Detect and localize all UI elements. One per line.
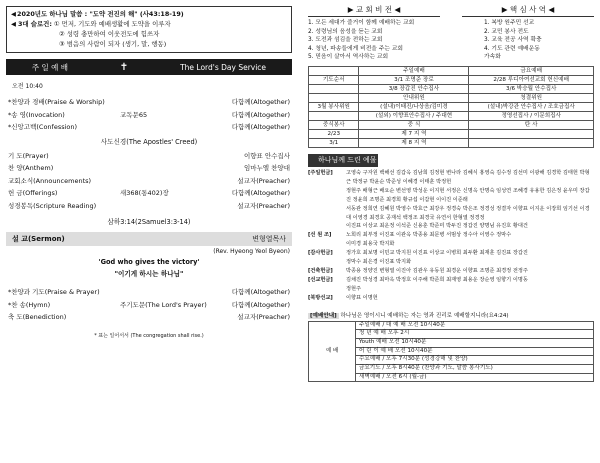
table-cell: 3/1 — [309, 138, 359, 147]
vision-headings — [308, 4, 594, 17]
table-cell — [309, 66, 359, 75]
sermon-label: 설 교(Sermon) — [12, 235, 65, 243]
order-item — [8, 96, 290, 109]
table-row — [309, 129, 594, 138]
sermon-preacher: 변형열목사 — [252, 235, 286, 243]
offering-entry — [308, 294, 594, 303]
offering-names: 정막수 최은경 이진표 박지화 — [346, 259, 412, 266]
duty-table — [308, 66, 594, 148]
service-time: 오전 10:40 — [12, 83, 43, 90]
slogan-row: ◀ 3대 슬로건: ① 먼저, 기도와 예배생활에 도약을 이루자 — [11, 20, 171, 28]
offering-entry — [308, 285, 594, 294]
sermon-title-ko: "이기게 하시는 하나님" — [114, 270, 184, 278]
order-label: *찬 송(Hymn) — [8, 300, 51, 309]
offering-entry — [308, 169, 594, 187]
table-cell — [469, 138, 594, 147]
scripture-ref: 삼하3:14(2Samuel3:3-14) — [107, 218, 191, 226]
order-detail: 주기도문(The Lord's Prayer) — [120, 300, 207, 309]
table-cell: 청결위원 — [469, 93, 594, 102]
table-row — [309, 111, 594, 120]
order-item — [8, 162, 290, 175]
offering-section-title: 하나님께 드린 예물 — [308, 154, 378, 167]
table-cell: 기도순서 — [309, 75, 359, 84]
order-label: 성경봉독(Scripture Reading) — [8, 201, 97, 210]
ministry-list — [478, 19, 594, 62]
order-leader: 다함께(Altogether) — [231, 288, 290, 296]
table-row — [309, 75, 594, 84]
worship-label: 예 배 — [309, 321, 356, 382]
table-cell: 탄 사 — [469, 120, 594, 129]
table-cell: 중식봉사 — [309, 120, 359, 129]
table-cell: 3/8 장갑진 안수집사 — [359, 84, 469, 93]
vision-list — [308, 19, 478, 62]
order-leader: 다함께(Altogether) — [231, 123, 290, 131]
standing-footnote: * 표는 일어서서 (The congregation shall rise.) — [94, 332, 204, 339]
ministry-item: 4. 기도 관련 예배운동 — [484, 45, 540, 52]
offering-names: 김채진 박성경 최마옥 박정호 이주해 박준희 최재영 최용운 장순영 임향기 이명동 — [346, 276, 528, 283]
service-title-ko: 주 일 예 배 — [31, 62, 69, 72]
order-item — [8, 150, 290, 163]
order-item — [8, 175, 290, 188]
table-cell: 안내위원 — [359, 93, 469, 102]
offering-names: 고영숙 구자원 백해선 김갑옥 김남희 김정현 변나라 김혜식 홍영숙 김수정 김선미 이광해 김경학 김태헌 박형근 박정규 박윤순 박준성 이혜경 이태훈 박정헌 — [346, 169, 590, 185]
table-cell: 3/6 박승월 안수집사 — [469, 84, 594, 93]
vision-item: 3. 도전과 섬김을 전하는 교회 — [308, 37, 383, 44]
table-cell: 정영선집사 / 이문희집사 — [469, 111, 594, 120]
table-cell — [469, 129, 594, 138]
table-cell: 금요예배 — [469, 66, 594, 75]
offering-entry — [308, 231, 594, 240]
table-cell: 3월 봉사위원 — [309, 102, 359, 111]
order-item — [8, 286, 290, 299]
table-cell — [309, 111, 359, 120]
vision-lists — [308, 19, 594, 62]
offering-names: 이미경 최용국 박지화 — [346, 241, 395, 248]
offering-names: 서동관 정희연 김혜원 박영수 박효근 최강우 정경숙 박은조 정경성 정결자 이향표 이지운 이장희 임기선 이경대 이영경 최경호 공재석 백정조 최경국 유연서 한형열 정경정 — [346, 205, 590, 221]
right-page — [302, 0, 600, 463]
order-label: 찬 양(Anthem) — [8, 164, 54, 172]
worship-guide-note: [예배안내] 하나님은 영이시니 예배하는 자는 영과 진리로 예배할지니라(요4:24) — [310, 312, 509, 319]
motto-title: ◀2020년도 하나님 말씀 : "도약 전진의 해" (사43:18-19) — [11, 10, 184, 18]
sermon-preacher-en: (Rev. Hyeong Yeol Byeon) — [213, 248, 290, 255]
offering-type — [308, 285, 346, 294]
order-label: 기 도(Prayer) — [8, 151, 49, 160]
offering-list — [308, 169, 594, 303]
order-label: 교회소식(Announcements) — [8, 176, 92, 185]
offering-names: 박종용 정양진 변형열 이진아 김관우 유동원 최경운 이향표 조명준 최경정 전정주 — [346, 267, 528, 274]
ministry-item: 3. 교육 전공 사역 확충 — [484, 37, 542, 44]
order-item — [8, 311, 290, 324]
offering-entry — [308, 258, 594, 267]
order-leader: 다함께(Altogether) — [231, 110, 290, 119]
offering-names: 이진표 이상교 최운정 이석준 신용훈 박준미 박두진 정갑진 양명님 유진호 황대건 — [346, 223, 528, 230]
offering-entry — [308, 249, 594, 258]
offering-type: [북방선교] — [308, 294, 333, 301]
offering-type — [308, 240, 346, 249]
table-cell: (설내)이태진/나상음/김미경 — [359, 102, 469, 111]
slogan-1: ① 먼저, 기도와 예배생활에 도약을 이루자 — [53, 20, 171, 28]
vision-item: 2. 성령님의 음성을 듣는 교회 — [308, 28, 383, 35]
offering-entry — [308, 276, 594, 285]
table-row — [309, 138, 594, 147]
offering-type — [308, 187, 346, 205]
worship-time: 주일예배 / 대 예 배 오전 10시40분 — [356, 321, 594, 330]
worship-time: 금요기도 / 오후 8시40분 (찬양과 기도, 말씀 봉사기도) — [356, 365, 594, 374]
offering-type: [건축헌금] — [308, 267, 333, 274]
order-label: *송 영(Invocation) — [8, 110, 65, 119]
left-page — [0, 0, 298, 463]
table-row — [309, 66, 594, 75]
cross-icon: ✝ — [119, 61, 129, 73]
order-label: *찬양과 기도(Praise & Prayer) — [8, 288, 100, 296]
table-cell: 3/1 조명준 장로 — [359, 75, 469, 84]
service-banner — [6, 59, 292, 75]
worship-time: 수요예배 / 오후 7시30분 (성경강해 및 찬양) — [356, 356, 594, 365]
worship-time: 청 년 예 배 오후 2시 — [356, 330, 594, 339]
offering-names: 정현주 — [346, 285, 362, 292]
order-leader: 다함께(Altogether) — [231, 189, 290, 197]
offering-type: [선 원 조] — [308, 232, 332, 239]
table-cell: 주일예배 — [359, 66, 469, 75]
order-leader: 설교자(Preacher) — [237, 176, 290, 185]
order-detail: 교독문65 — [120, 110, 148, 119]
table-cell: 2/23 — [309, 129, 359, 138]
worship-schedule-table — [308, 321, 594, 383]
table-row — [309, 93, 594, 102]
order-item — [8, 200, 290, 213]
creed-label: 사도신경(The Apostles' Creed) — [100, 137, 198, 146]
order-label: 축 도(Benediction) — [8, 313, 67, 321]
annual-motto-box — [6, 6, 292, 53]
offering-names: 정현주 배형근 배요순 변선영 박성운 이지현 서정은 신명옥 안명숙 임성연 조혜경 유용한 김은정 윤우미 장갑진 정윤희 조명준 최경희 황규섭 이갑현 이이진 이준래 — [346, 187, 590, 203]
order-label: *찬양과 경배(Praise & Worship) — [8, 98, 105, 106]
order-item — [8, 109, 290, 122]
ministry-item: 가속화 — [484, 54, 501, 61]
table-cell: 중 식 — [359, 120, 469, 129]
offering-entry — [308, 187, 594, 205]
order-detail: 새368(통402)장 — [120, 189, 169, 197]
offering-type — [308, 258, 346, 267]
vision-item: 5. 믿음이 살아서 역사하는 교회 — [308, 54, 389, 61]
order-leader: 설교자(Preacher) — [237, 201, 290, 210]
slogan-2: ② 성령 충만하여 이웃전도에 힘쓰자 — [59, 30, 160, 38]
table-row — [309, 84, 594, 93]
order-item — [8, 121, 290, 134]
order-leader: 설교자(Preacher) — [237, 313, 290, 321]
table-cell — [309, 84, 359, 93]
worship-time: 새벽예배 / 오전 6시 (월-금) — [356, 373, 594, 382]
service-title-en: The Lord's Day Service — [180, 62, 267, 72]
ministry-item: 2. 교민 봉사 전도 — [484, 28, 529, 35]
order-item — [8, 299, 290, 312]
order-leader: 이향표 안수집사 — [243, 151, 290, 160]
offering-type — [308, 205, 346, 223]
order-leader: 다함께(Altogether) — [231, 300, 290, 309]
order-label: *신앙고백(Confession) — [8, 123, 78, 131]
table-cell: (설내)박강관 안수집사 / 조호금집사 — [469, 102, 594, 111]
offering-entry — [308, 205, 594, 223]
offering-names: 노희리 최부정 이진표 이관옥 박종용 최문병 서범상 정수아 이영수 정막수 — [346, 232, 512, 239]
order-leader: 임마누엘 찬양대 — [243, 164, 290, 172]
order-leader: 다함께(Altogether) — [231, 98, 290, 106]
offering-entry — [308, 267, 594, 276]
ministry-heading: ▶ 핵 심 사 역 ◀ — [462, 4, 594, 17]
offering-type: [선교헌금] — [308, 276, 333, 283]
slogan-3: ③ 범음의 사람이 되자 (생기, 말, 행동) — [59, 40, 167, 48]
table-cell: 2/28 루디아여선교회 헌신예배 — [469, 75, 594, 84]
ministry-item: 1. 복방 원주민 선교 — [484, 20, 535, 26]
vision-item: 4. 청년, 파송들에게 비전을 주는 교회 — [308, 45, 403, 52]
order-item — [8, 187, 290, 200]
sermon-box — [6, 232, 292, 246]
vision-heading: ▶ 교 회 비 전 ◀ — [308, 4, 440, 17]
offering-type — [308, 222, 346, 231]
offering-type: [주일헌금] — [308, 169, 333, 176]
worship-time: Youth 예배 오전 10시40분 — [356, 338, 594, 347]
table-row — [309, 102, 594, 111]
table-cell: (설외) 이향표안수집사 / 주대현 — [359, 111, 469, 120]
table-cell: 제 8 지 역 — [359, 138, 469, 147]
offering-names: 이향표 이명헌 — [346, 294, 378, 301]
order-label: 헌 금(Offerings) — [8, 189, 58, 197]
sermon-title-en: 'God who gives the victory' — [98, 258, 200, 266]
offering-names: 정가호 최보명 이민교 박지원 이진표 이상교 이병희 최두환 최재훈 김진표 장갑진 — [346, 250, 528, 257]
table-cell: 제 7 지 역 — [359, 129, 469, 138]
offering-entry — [308, 240, 594, 249]
table-row — [309, 120, 594, 129]
table-cell — [309, 93, 359, 102]
offering-type: [감사헌금] — [308, 250, 333, 257]
offering-entry — [308, 222, 594, 231]
vision-item: 1. 모든 세대가 즐거이 함께 예배하는 교회 — [308, 20, 415, 26]
table-row — [309, 321, 594, 330]
worship-time: 어 린 이 예 배 오전 10시40분 — [356, 347, 594, 356]
